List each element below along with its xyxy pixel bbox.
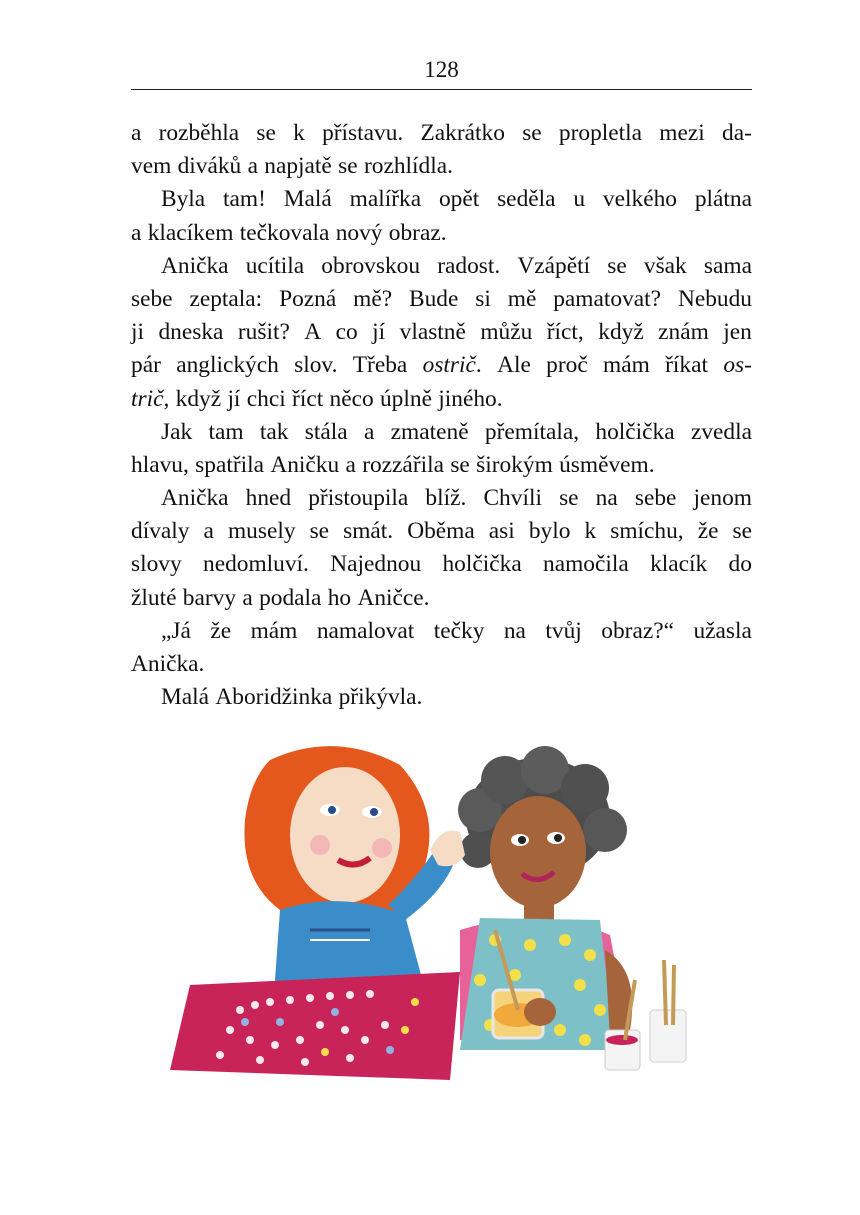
word: smát. <box>343 518 394 545</box>
word: si <box>475 285 491 312</box>
word: Anička <box>161 485 229 512</box>
word: žluté <box>131 584 177 611</box>
word: mezi <box>659 120 705 146</box>
word: Malá <box>283 186 332 213</box>
word: úplně <box>379 385 432 412</box>
word: hlavu, <box>131 451 189 478</box>
word: os- <box>723 352 752 379</box>
word: namočila <box>543 551 629 578</box>
word: zmateně <box>390 418 469 445</box>
word: slovy <box>131 551 182 578</box>
word: Anička <box>161 252 229 279</box>
word: trič, <box>131 385 170 412</box>
word: však <box>643 252 687 279</box>
word: jiného. <box>438 385 503 412</box>
word: Bude <box>409 285 459 312</box>
word: a <box>363 418 375 445</box>
text-line <box>131 183 752 216</box>
word: se <box>522 120 542 146</box>
word: tam <box>208 418 244 445</box>
word: přístavu. <box>322 120 404 146</box>
word: se <box>607 252 627 279</box>
word: se <box>450 451 470 478</box>
text-line <box>131 349 752 382</box>
word: plátna <box>694 186 752 213</box>
word: Pozná <box>279 285 337 312</box>
text-line <box>131 582 752 615</box>
word: tvůj <box>545 617 582 644</box>
word: holčička <box>595 418 675 445</box>
word: říct <box>292 385 324 412</box>
word: napjatě <box>264 153 332 180</box>
text-line <box>131 648 752 681</box>
text-line <box>131 250 752 283</box>
word: bylo <box>528 518 571 545</box>
word: Oběma <box>407 518 475 545</box>
word: klacík <box>650 551 708 578</box>
word: úsměvem. <box>559 451 655 478</box>
word: a <box>203 518 214 545</box>
word: co <box>335 319 358 346</box>
text-line <box>131 615 752 648</box>
word: a <box>247 153 258 180</box>
word: klacíkem <box>147 219 234 246</box>
word: vem <box>131 153 172 180</box>
word: sebe <box>131 285 173 312</box>
word: nový <box>335 219 383 246</box>
word: asi <box>488 518 515 545</box>
word: namalovat <box>316 617 415 644</box>
word: jen <box>723 319 752 346</box>
word: zeptala: <box>189 285 263 312</box>
word: A <box>304 319 322 346</box>
page-number: 128 <box>424 57 459 82</box>
text-line <box>131 316 752 349</box>
word: se <box>338 153 358 180</box>
word: proč <box>546 352 588 379</box>
word: Třeba <box>352 352 408 379</box>
word: Vzápětí <box>517 252 591 279</box>
word: ostrič. <box>422 352 482 379</box>
word: jí <box>372 319 386 346</box>
word: rozběhla <box>158 120 240 146</box>
word: pamatovat? <box>553 285 662 312</box>
word: a <box>131 219 142 246</box>
word: ho <box>327 584 352 611</box>
word: tečkovala <box>239 219 330 246</box>
word: se <box>559 485 579 512</box>
word: rozhlídla. <box>363 153 453 180</box>
word: slov. <box>294 352 338 379</box>
word: barvy <box>182 584 237 611</box>
text-line <box>131 383 752 416</box>
word: Zakrátko <box>420 120 505 146</box>
word: malířka <box>349 186 422 213</box>
word: smíchu, <box>610 518 684 545</box>
word: přemítala, <box>484 418 580 445</box>
word: mám <box>250 617 298 644</box>
word: velkého <box>602 186 677 213</box>
word: podala <box>259 584 322 611</box>
word: Aničku <box>270 451 340 478</box>
word: že <box>210 617 232 644</box>
word: mě? <box>353 285 393 312</box>
word: mě <box>507 285 537 312</box>
text-line <box>131 482 752 515</box>
text-line <box>131 681 752 714</box>
word: a <box>345 451 356 478</box>
word: nedomluví. <box>203 551 309 578</box>
word: přistoupila <box>308 485 409 512</box>
word: obraz. <box>388 219 447 246</box>
text-line <box>131 515 752 548</box>
word: do <box>728 551 752 578</box>
word: Aboridžinka <box>215 684 333 711</box>
word: Nebudu <box>677 285 752 312</box>
word: Aničce. <box>357 584 430 611</box>
text-line <box>131 416 752 449</box>
word: ucítila <box>245 252 305 279</box>
word: stála <box>304 418 348 445</box>
body-text <box>131 117 752 714</box>
text-line <box>131 117 752 150</box>
word: obrovskou <box>321 252 421 279</box>
word: znám <box>658 319 709 346</box>
word: seděla <box>497 186 556 213</box>
word: říct, <box>546 319 584 346</box>
word: k <box>584 518 597 545</box>
word: na <box>503 617 526 644</box>
word: říkat <box>665 352 709 379</box>
word: Ale <box>497 352 531 379</box>
word: „Já <box>161 617 191 644</box>
word: Byla <box>161 186 206 213</box>
word: tak <box>259 418 289 445</box>
text-line <box>131 548 752 581</box>
word: Jak <box>161 418 193 445</box>
word: když <box>598 319 644 346</box>
word: dneska <box>158 319 224 346</box>
word: na <box>595 485 618 512</box>
word: diváků <box>177 153 242 180</box>
word: radost. <box>437 252 501 279</box>
illustration-two-girls-painting <box>160 740 700 1080</box>
word: když <box>175 385 222 412</box>
word: zvedla <box>690 418 752 445</box>
word: u <box>573 186 586 213</box>
word: a <box>242 584 253 611</box>
word: propletla <box>558 120 643 146</box>
word: anglických <box>176 352 279 379</box>
word: Malá <box>161 684 210 711</box>
word: sebe <box>634 485 677 512</box>
text-line <box>131 283 752 316</box>
text-line <box>131 449 752 482</box>
word: se <box>309 518 330 545</box>
word: vlastně <box>399 319 466 346</box>
word: Chvíli <box>483 485 542 512</box>
dark-haired-girl <box>458 746 632 1050</box>
word: dívaly <box>131 518 190 545</box>
word: ji <box>131 319 144 346</box>
word: rozzářila <box>362 451 444 478</box>
word: Anička. <box>131 651 205 677</box>
word: rušit? <box>237 319 290 346</box>
painted-board <box>170 972 460 1080</box>
word: holčička <box>442 551 522 578</box>
word: jí <box>227 385 241 412</box>
word: Najednou <box>330 551 422 578</box>
word: da- <box>722 120 752 146</box>
word: tam! <box>223 186 266 213</box>
word: přikývla. <box>338 684 423 711</box>
word: chci <box>246 385 286 412</box>
word: spatřila <box>195 451 264 478</box>
word: musely <box>227 518 296 545</box>
word: se <box>256 120 276 146</box>
word: můžu <box>480 319 533 346</box>
word: že <box>697 518 719 545</box>
word: sama <box>703 252 752 279</box>
word: blíž. <box>425 485 467 512</box>
header-rule <box>131 89 752 90</box>
word: obraz?“ <box>601 617 674 644</box>
word: tečky <box>433 617 485 644</box>
word: hned <box>245 485 292 512</box>
word: něco <box>329 385 374 412</box>
word: k <box>293 120 305 146</box>
word: mám <box>603 352 650 379</box>
text-line <box>131 217 752 250</box>
word: a <box>131 120 142 146</box>
word: pár <box>131 352 161 379</box>
text-line <box>131 150 752 183</box>
word: jenom <box>693 485 752 512</box>
word: užasla <box>693 617 752 644</box>
word: se <box>732 518 752 545</box>
word: opět <box>438 186 480 213</box>
word: širokým <box>476 451 553 478</box>
